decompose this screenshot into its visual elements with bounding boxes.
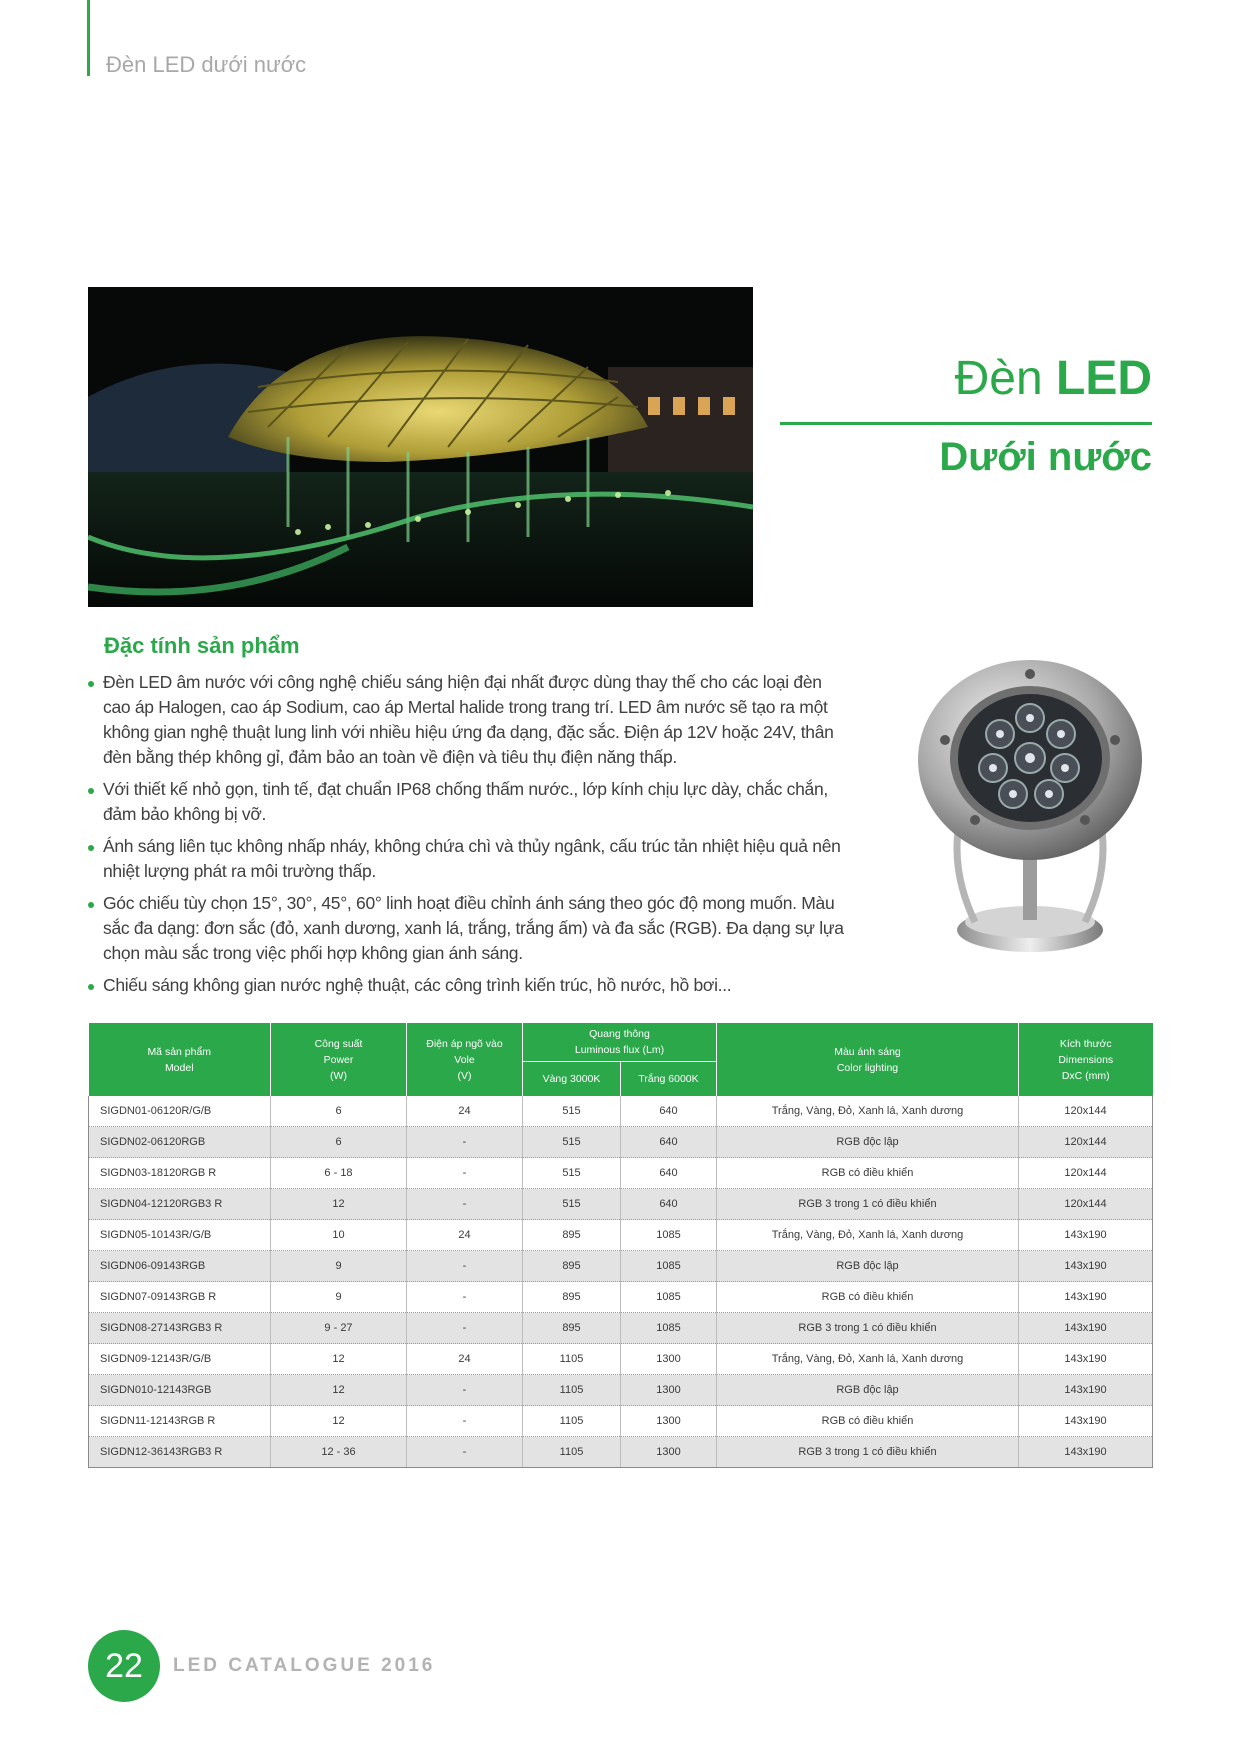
col-header-model: [89, 1023, 271, 1096]
cell-flux-white: 1300: [621, 1406, 717, 1437]
page-number-badge: 22: [88, 1630, 160, 1702]
cell-model: SIGDN04-12120RGB3 R: [89, 1189, 271, 1220]
cell-flux-warm: 515: [523, 1127, 621, 1158]
cell-flux-warm: 1105: [523, 1437, 621, 1468]
feature-item: [88, 834, 853, 884]
col-header-dimensions: [1019, 1023, 1153, 1096]
cell-model: SIGDN09-12143R/G/B: [89, 1344, 271, 1375]
cell-color: RGB độc lập: [717, 1127, 1019, 1158]
col-header-color: [717, 1023, 1019, 1096]
cell-flux-warm: 515: [523, 1158, 621, 1189]
table-row: [89, 1344, 1153, 1375]
product-title-line1: [780, 352, 1152, 405]
header-text: Công suất: [314, 1037, 363, 1050]
cell-power: 12 - 36: [271, 1437, 407, 1468]
cell-flux-warm: 1105: [523, 1406, 621, 1437]
cell-flux-white: 1300: [621, 1437, 717, 1468]
cell-voltage: -: [407, 1127, 523, 1158]
cell-dimensions: 143x190: [1019, 1313, 1153, 1344]
cell-color: Trắng, Vàng, Đỏ, Xanh lá, Xanh dương: [717, 1096, 1019, 1127]
cell-model: SIGDN08-27143RGB3 R: [89, 1313, 271, 1344]
header-accent-bar: [87, 0, 90, 76]
table-row: [89, 1251, 1153, 1282]
cell-color: RGB 3 trong 1 có điều khiển: [717, 1437, 1019, 1468]
cell-color: RGB có điều khiển: [717, 1406, 1019, 1437]
cell-dimensions: 143x190: [1019, 1437, 1153, 1468]
cell-dimensions: 143x190: [1019, 1220, 1153, 1251]
cell-power: 10: [271, 1220, 407, 1251]
feature-item: [88, 973, 853, 998]
table-row: [89, 1220, 1153, 1251]
cell-power: 9 - 27: [271, 1313, 407, 1344]
feature-item: [88, 670, 853, 770]
cell-flux-warm: 1105: [523, 1344, 621, 1375]
cell-color: Trắng, Vàng, Đỏ, Xanh lá, Xanh dương: [717, 1344, 1019, 1375]
cell-power: 12: [271, 1189, 407, 1220]
header-text: Vole: [454, 1053, 475, 1066]
title-divider: [780, 422, 1152, 425]
title-word-led: LED: [1056, 352, 1152, 405]
product-spec-table: [88, 1023, 1153, 1468]
cell-flux-warm: 1105: [523, 1375, 621, 1406]
header-text: Dimensions: [1058, 1053, 1114, 1066]
cell-model: SIGDN010-12143RGB: [89, 1375, 271, 1406]
cell-flux-white: 640: [621, 1127, 717, 1158]
table-row: [89, 1127, 1153, 1158]
cell-flux-warm: 895: [523, 1313, 621, 1344]
col-header-flux-white: Trắng 6000K: [621, 1062, 717, 1097]
col-header-flux: [523, 1023, 717, 1062]
cell-power: 12: [271, 1406, 407, 1437]
feature-text: Chiếu sáng không gian nước nghệ thuật, các công trình kiến trúc, hồ nước, hồ bơi...: [103, 975, 732, 995]
cell-voltage: -: [407, 1437, 523, 1468]
cell-flux-white: 1300: [621, 1375, 717, 1406]
green-dot-icon: [88, 681, 94, 687]
catalogue-title: LED CATALOGUE 2016: [173, 1655, 436, 1676]
table-row: [89, 1096, 1153, 1127]
cell-power: 12: [271, 1375, 407, 1406]
cell-power: 9: [271, 1282, 407, 1313]
cell-power: 6: [271, 1096, 407, 1127]
header-text: Điện áp ngõ vào: [426, 1037, 503, 1050]
feature-text: Với thiết kế nhỏ gọn, tinh tế, đạt chuẩn IP68 chống thấm nước., lớp kính chịu lực dày, chắc chắn, đảm bảo không bị vỡ.: [103, 779, 828, 824]
header-text: Mã sản phẩm: [147, 1045, 212, 1058]
cell-voltage: -: [407, 1251, 523, 1282]
cell-flux-white: 1085: [621, 1220, 717, 1251]
cell-flux-warm: 895: [523, 1220, 621, 1251]
cell-flux-white: 640: [621, 1158, 717, 1189]
feature-item: [88, 777, 853, 827]
table-row: [89, 1158, 1153, 1189]
cell-color: RGB có điều khiển: [717, 1282, 1019, 1313]
cell-flux-white: 640: [621, 1096, 717, 1127]
cell-model: SIGDN05-10143R/G/B: [89, 1220, 271, 1251]
cell-dimensions: 143x190: [1019, 1344, 1153, 1375]
table-row: [89, 1282, 1153, 1313]
product-photo-led-fixture: [915, 660, 1145, 975]
header-text: (V): [457, 1069, 472, 1082]
cell-voltage: -: [407, 1189, 523, 1220]
green-dot-icon: [88, 788, 94, 794]
cell-dimensions: 120x144: [1019, 1158, 1153, 1189]
green-dot-icon: [88, 845, 94, 851]
cell-dimensions: 143x190: [1019, 1251, 1153, 1282]
cell-flux-white: 1085: [621, 1282, 717, 1313]
feature-item: [88, 891, 853, 966]
cell-model: SIGDN07-09143RGB R: [89, 1282, 271, 1313]
cell-model: SIGDN01-06120R/G/B: [89, 1096, 271, 1127]
cell-flux-white: 640: [621, 1189, 717, 1220]
cell-flux-white: 1300: [621, 1344, 717, 1375]
header-text: (W): [330, 1069, 347, 1082]
cell-model: SIGDN02-06120RGB: [89, 1127, 271, 1158]
hero-photo-fountain: [88, 287, 753, 607]
cell-dimensions: 120x144: [1019, 1189, 1153, 1220]
cell-dimensions: 120x144: [1019, 1127, 1153, 1158]
table-row: [89, 1189, 1153, 1220]
cell-dimensions: 143x190: [1019, 1375, 1153, 1406]
cell-color: RGB 3 trong 1 có điều khiển: [717, 1189, 1019, 1220]
cell-flux-warm: 895: [523, 1282, 621, 1313]
cell-voltage: 24: [407, 1096, 523, 1127]
header-text: Kích thước: [1059, 1037, 1112, 1050]
feature-text: Đèn LED âm nước với công nghệ chiếu sáng hiện đại nhất được dùng thay thế cho các loại đèn cao áp Halogen, cao áp Sodium, cao áp Mertal halide trong trang trí. LED âm nước sẽ tạo ra một không gian nghệ thuật lung linh với nhiều hiệu ứng đa dạng, đặc sắc. Điện áp 12V hoặc 24V, thân đèn bằng thép không gỉ, đảm bảo an toàn về điện và tiêu thụ điện năng thấp.: [103, 672, 834, 767]
feature-text: Góc chiếu tùy chọn 15°, 30°, 45°, 60° linh hoạt điều chỉnh ánh sáng theo góc độ mong muốn. Màu sắc đa dạng: đơn sắc (đỏ, xanh dương, xanh lá, trắng, trắng ấm) và đa sắc (RGB). Đa dạng sự lựa chọn màu sắc trong việc phối hợp không gian ánh sáng.: [103, 893, 844, 963]
section-header-title: Đèn LED dưới nước: [106, 52, 307, 77]
cell-flux-warm: 515: [523, 1189, 621, 1220]
cell-flux-warm: 515: [523, 1096, 621, 1127]
product-title-block: [780, 352, 1152, 479]
features-heading: Đặc tính sản phẩm: [104, 633, 300, 658]
cell-voltage: -: [407, 1282, 523, 1313]
header-text: DxC (mm): [1061, 1069, 1110, 1082]
col-header-flux-warm: Vàng 3000K: [523, 1062, 621, 1097]
cell-voltage: -: [407, 1375, 523, 1406]
cell-dimensions: 143x190: [1019, 1282, 1153, 1313]
cell-voltage: -: [407, 1158, 523, 1189]
product-title-line2: Dưới nước: [939, 435, 1152, 479]
cell-color: RGB độc lập: [717, 1375, 1019, 1406]
green-dot-icon: [88, 984, 94, 990]
cell-color: RGB 3 trong 1 có điều khiển: [717, 1313, 1019, 1344]
header-text: Power: [323, 1053, 354, 1066]
cell-voltage: -: [407, 1406, 523, 1437]
cell-color: Trắng, Vàng, Đỏ, Xanh lá, Xanh dương: [717, 1220, 1019, 1251]
table-row: [89, 1375, 1153, 1406]
cell-power: 6: [271, 1127, 407, 1158]
header-text: Color lighting: [836, 1061, 899, 1074]
header-text: Luminous flux (Lm): [574, 1044, 665, 1056]
cell-voltage: -: [407, 1313, 523, 1344]
cell-flux-warm: 895: [523, 1251, 621, 1282]
header-text: Model: [164, 1061, 194, 1074]
cell-dimensions: 120x144: [1019, 1096, 1153, 1127]
feature-text: Ánh sáng liên tục không nhấp nháy, không chứa chì và thủy ngânk, cấu trúc tản nhiệt hiệu quả nên nhiệt lượng phát ra môi trường thấp.: [103, 836, 841, 881]
header-text: Quang thông: [589, 1028, 650, 1040]
cell-power: 12: [271, 1344, 407, 1375]
cell-flux-white: 1085: [621, 1251, 717, 1282]
title-word-den: Đèn: [954, 352, 1056, 405]
cell-color: RGB độc lập: [717, 1251, 1019, 1282]
col-header-voltage: [407, 1023, 523, 1096]
cell-voltage: 24: [407, 1344, 523, 1375]
col-header-power: [271, 1023, 407, 1096]
cell-model: SIGDN11-12143RGB R: [89, 1406, 271, 1437]
table-row: [89, 1406, 1153, 1437]
green-dot-icon: [88, 902, 94, 908]
cell-flux-white: 1085: [621, 1313, 717, 1344]
cell-model: SIGDN12-36143RGB3 R: [89, 1437, 271, 1468]
cell-model: SIGDN06-09143RGB: [89, 1251, 271, 1282]
cell-dimensions: 143x190: [1019, 1406, 1153, 1437]
cell-model: SIGDN03-18120RGB R: [89, 1158, 271, 1189]
spec-table-body: [89, 1096, 1153, 1468]
header-text: Màu ánh sáng: [834, 1045, 901, 1058]
features-list: [88, 670, 853, 1005]
table-row: [89, 1313, 1153, 1344]
cell-voltage: 24: [407, 1220, 523, 1251]
cell-power: 6 - 18: [271, 1158, 407, 1189]
cell-power: 9: [271, 1251, 407, 1282]
cell-color: RGB có điều khiển: [717, 1158, 1019, 1189]
table-row: [89, 1437, 1153, 1468]
